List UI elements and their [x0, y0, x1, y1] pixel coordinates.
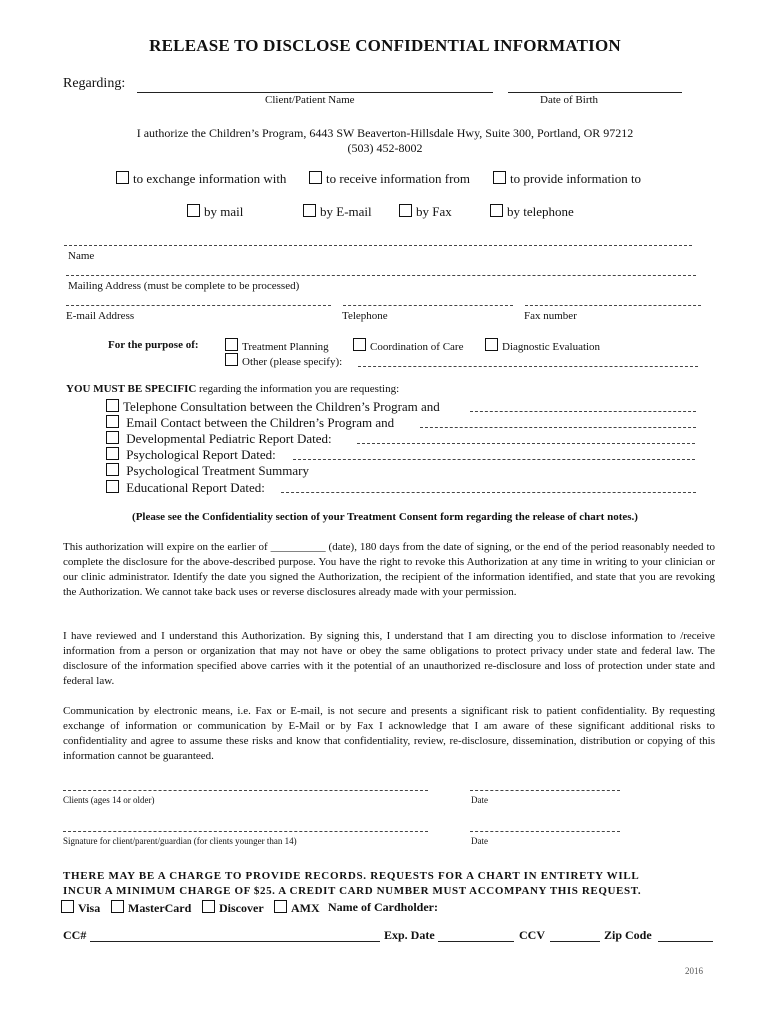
fax-label: Fax number [524, 310, 577, 322]
zip-code-line[interactable] [658, 941, 713, 942]
checkbox-icon[interactable] [106, 447, 119, 460]
purpose-label: For the purpose of: [108, 339, 199, 351]
method-option-email[interactable]: by E-mail [303, 204, 372, 220]
checkbox-icon[interactable] [493, 171, 506, 184]
checkbox-icon[interactable] [225, 353, 238, 366]
client-signature-line[interactable] [63, 790, 428, 791]
checkbox-icon[interactable] [61, 900, 74, 913]
expiration-paragraph: This authorization will expire on the earlier of __________ (date), 180 days from the date of signing, or the end of the period reasonably needed to complete the disclosure for the above-described purpose. You have the right to revoke this Authorization at any time in writing to your clinician or our clinic administrator. Identify the date you signed the Authorization, the recipient of the information identified, and state that you are revoking the Authorization. We cannot take back uses or reverse disclosures already made with your permission. [63, 541, 715, 598]
checkbox-icon[interactable] [106, 463, 119, 476]
purpose-treatment-planning[interactable]: Treatment Planning [225, 338, 329, 353]
guardian-date-line[interactable] [470, 831, 620, 832]
checkbox-icon[interactable] [116, 171, 129, 184]
client-date-label: Date [471, 795, 488, 805]
dob-label: Date of Birth [540, 94, 599, 106]
card-option-discover[interactable]: Discover [202, 900, 264, 916]
request-item-line[interactable] [293, 459, 695, 460]
purpose-diagnostic-evaluation[interactable]: Diagnostic Evaluation [485, 338, 600, 353]
ccv-label: CCV [519, 928, 545, 942]
purpose-other-line[interactable] [358, 366, 698, 367]
request-item-treatment-summary[interactable]: Psychological Treatment Summary [106, 463, 309, 479]
checkbox-icon[interactable] [106, 399, 119, 412]
client-date-line[interactable] [470, 790, 620, 791]
request-item-developmental-report[interactable]: Developmental Pediatric Report Dated: [106, 431, 332, 447]
client-name-label: Client/Patient Name [265, 94, 355, 106]
cc-number-line[interactable] [90, 941, 380, 942]
card-option-amx[interactable]: AMX [274, 900, 320, 916]
checkbox-icon[interactable] [274, 900, 287, 913]
client-signature-label: Clients (ages 14 or older) [63, 795, 155, 805]
purpose-coordination-care[interactable]: Coordination of Care [353, 338, 463, 353]
exchange-option-provide[interactable]: to provide information to [493, 171, 641, 187]
telephone-label: Telephone [342, 310, 388, 322]
charge-notice-line-2: INCUR A MINIMUM CHARGE OF $25. A CREDIT CARD NUMBER MUST ACCOMPANY THIS REQUEST. [63, 885, 642, 897]
checkbox-icon[interactable] [187, 204, 200, 217]
checkbox-icon[interactable] [399, 204, 412, 217]
checkbox-icon[interactable] [202, 900, 215, 913]
cc-label: CC# [63, 928, 87, 942]
ccv-line[interactable] [550, 941, 600, 942]
dob-line[interactable] [508, 92, 682, 93]
email-line[interactable] [66, 305, 331, 306]
method-option-mail[interactable]: by mail [187, 204, 243, 220]
request-item-line[interactable] [420, 427, 696, 428]
understanding-paragraph: I have reviewed and I understand this Authorization. By signing this, I understand that I am directing you to disclose information to /receive information from a person or organization that may not have or obey the same obligations to protect privacy under state and federal law. The disclosure of the information specified above carries with it the potential of an unauthorized re-disclosure and loss of protection under state and federal law. [63, 630, 715, 687]
footer-mark: 2016 [685, 966, 703, 976]
request-item-email-contact[interactable]: Email Contact between the Children’s Program and [106, 415, 394, 431]
request-item-line[interactable] [281, 492, 696, 493]
specific-instruction: YOU MUST BE SPECIFIC regarding the information you are requesting: [66, 383, 400, 395]
zip-code-label: Zip Code [604, 928, 652, 942]
exchange-option-receive[interactable]: to receive information from [309, 171, 470, 187]
fax-line[interactable] [525, 305, 701, 306]
checkbox-icon[interactable] [303, 204, 316, 217]
exp-date-line[interactable] [438, 941, 514, 942]
name-label: Name [68, 250, 95, 262]
checkbox-icon[interactable] [309, 171, 322, 184]
recipient-name-line[interactable] [64, 245, 692, 246]
request-item-line[interactable] [470, 411, 696, 412]
mailing-address-line[interactable] [66, 275, 696, 276]
mailing-address-label: Mailing Address (must be complete to be processed) [68, 280, 300, 292]
purpose-other[interactable]: Other (please specify): [225, 353, 342, 368]
guardian-signature-label: Signature for client/parent/guardian (for clients younger than 14) [63, 836, 297, 846]
card-option-mastercard[interactable]: MasterCard [111, 900, 191, 916]
method-option-fax[interactable]: by Fax [399, 204, 452, 220]
authorize-line-2: (503) 452-8002 [347, 141, 423, 155]
checkbox-icon[interactable] [485, 338, 498, 351]
checkbox-icon[interactable] [353, 338, 366, 351]
checkbox-icon[interactable] [106, 480, 119, 493]
request-item-line[interactable] [357, 443, 695, 444]
card-option-visa[interactable]: Visa [61, 900, 100, 916]
method-option-telephone[interactable]: by telephone [490, 204, 574, 220]
email-label: E-mail Address [66, 310, 135, 322]
checkbox-icon[interactable] [106, 415, 119, 428]
client-name-line[interactable] [137, 92, 493, 93]
regarding-label: Regarding: [63, 76, 126, 91]
confidentiality-note: (Please see the Confidentiality section of your Treatment Consent form regarding the release of chart notes.) [132, 511, 638, 523]
authorize-line-1: I authorize the Children’s Program, 6443 SW Beaverton-Hillsdale Hwy, Suite 300, Portland, OR 97212 [136, 126, 634, 140]
checkbox-icon[interactable] [106, 431, 119, 444]
exp-date-label: Exp. Date [384, 928, 435, 942]
electronic-communication-paragraph: Communication by electronic means, i.e. Fax or E-mail, is not secure and presents a significant risk to patient confidentiality. By requesting exchange of information or communication by E-Mail or by Fax I acknowledge that I am aware of these significant additional risks to confidentiality and agree to assume these risks and know that confidentiality, review, re-disclosure, dissemination, distribution or copying of this information cannot be guaranteed. [63, 705, 715, 762]
checkbox-icon[interactable] [490, 204, 503, 217]
exchange-option-with[interactable]: to exchange information with [116, 171, 286, 187]
telephone-line[interactable] [343, 305, 513, 306]
charge-notice-line-1: THERE MAY BE A CHARGE TO PROVIDE RECORDS. REQUESTS FOR A CHART IN ENTIRETY WILL [63, 870, 640, 882]
request-item-psychological-report[interactable]: Psychological Report Dated: [106, 447, 276, 463]
guardian-date-label: Date [471, 836, 488, 846]
form-title: RELEASE TO DISCLOSE CONFIDENTIAL INFORMATION [149, 36, 621, 55]
checkbox-icon[interactable] [225, 338, 238, 351]
checkbox-icon[interactable] [111, 900, 124, 913]
request-item-educational-report[interactable]: Educational Report Dated: [106, 480, 265, 496]
guardian-signature-line[interactable] [63, 831, 428, 832]
cardholder-label: Name of Cardholder: [328, 900, 438, 914]
request-item-telephone-consultation[interactable]: Telephone Consultation between the Children’s Program and [106, 399, 440, 415]
